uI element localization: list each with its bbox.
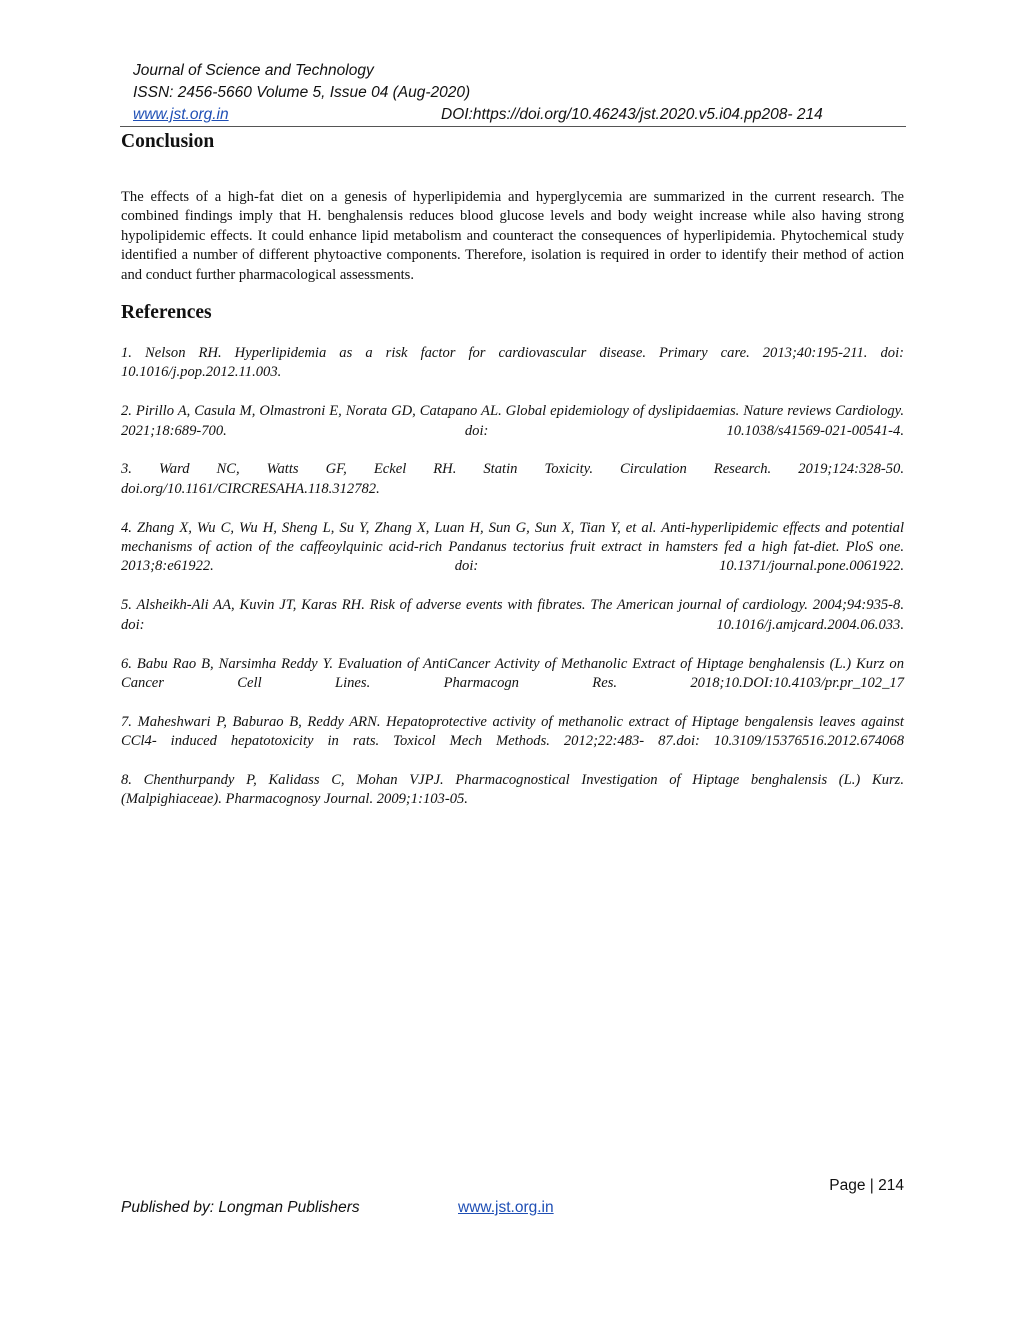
reference-item: 2. Pirillo A, Casula M, Olmastroni E, Norata GD, Catapano AL. Global epidemiology of dyslipidaemias. Nature reviews Cardiology. 2021;18:689-700. doi: 10.1038/s41569-021-00541-4. xyxy=(121,403,904,439)
journal-header xyxy=(133,60,906,126)
issn-line: ISSN: 2456-5660 Volume 5, Issue 04 (Aug-2020) xyxy=(133,84,471,101)
reference-item: 8. Chenthurpandy P, Kalidass C, Mohan VJPJ. Pharmacognostical Investigation of Hiptage benghalensis (L.) Kurz. (Malpighiaceae). Pharmacognosy Journal. 2009;1:103-05. xyxy=(121,771,904,808)
conclusion-paragraph: The effects of a high-fat diet on a genesis of hyperlipidemia and hyperglycemia are summarized in the current research. The combined findings imply that H. benghalensis reduces blood glucose levels and body weight increase while also having strong hypolipidemic effects. It could enhance lipid metabolism and counteract the consequences of hyperlipidemia. Phytochemical study identified a number of different phytoactive components. Therefore, isolation is required in order to identify their method of action and conduct further pharmacological assessments. xyxy=(121,189,904,283)
references-heading: References xyxy=(121,302,212,323)
reference-item: 5. Alsheikh-Ali AA, Kuvin JT, Karas RH. Risk of adverse events with fibrates. The American journal of cardiology. 2004;94:935-8. doi: 10.1016/j.amjcard.2004.06.033. xyxy=(121,597,904,633)
header-website-link[interactable]: www.jst.org.in xyxy=(133,106,229,123)
publisher-line: Published by: Longman Publishers xyxy=(121,1199,360,1216)
reference-item: 6. Babu Rao B, Narsimha Reddy Y. Evaluation of AntiCancer Activity of Methanolic Extract of Hiptage benghalensis (L.) Kurz on Cancer Cell Lines. Pharmacogn Res. 2018;10.DOI:10.4103/pr.pr_102_17 xyxy=(121,655,904,691)
reference-item: 1. Nelson RH. Hyperlipidemia as a risk factor for cardiovascular disease. Primary care. 2013;40:195-211. doi: 10.1016/j.pop.2012.11.003. xyxy=(121,345,904,381)
journal-title: Journal of Science and Technology xyxy=(133,62,374,79)
reference-item: 4. Zhang X, Wu C, Wu H, Sheng L, Su Y, Zhang X, Luan H, Sun G, Sun X, Tian Y, et al. Anti-hyperlipidemic effects and potential mechanisms of action of the caffeoylquinic acid-rich Pandanus tectorius fruit extract in hamsters fed a high fat-diet. PloS one. 2013;8:e61922. doi: 10.1371/journal.pone.0061922. xyxy=(121,519,904,575)
doi-line: DOI:https://doi.org/10.46243/jst.2020.v5.i04.pp208- 214 xyxy=(441,106,823,123)
page-number: Page | 214 xyxy=(829,1177,904,1194)
reference-item: 7. Maheshwari P, Baburao B, Reddy ARN. Hepatoprotective activity of methanolic extract of Hiptage bengalensis leaves against CCl4- induced hepatotoxicity in rats. Toxicol Mech Methods. 2012;22:483- 87.doi: 10.3109/15376516.2012.674068 xyxy=(121,713,904,750)
page-footer xyxy=(121,1197,621,1219)
header-divider xyxy=(120,126,906,127)
reference-item: 3. Ward NC, Watts GF, Eckel RH. Statin Toxicity. Circulation Research. 2019;124:328-50. doi.org/10.1161/CIRCRESAHA.118.312782. xyxy=(121,461,904,497)
conclusion-heading: Conclusion xyxy=(121,131,215,152)
reference-list xyxy=(121,344,904,810)
footer-website-link[interactable]: www.jst.org.in xyxy=(458,1199,554,1216)
